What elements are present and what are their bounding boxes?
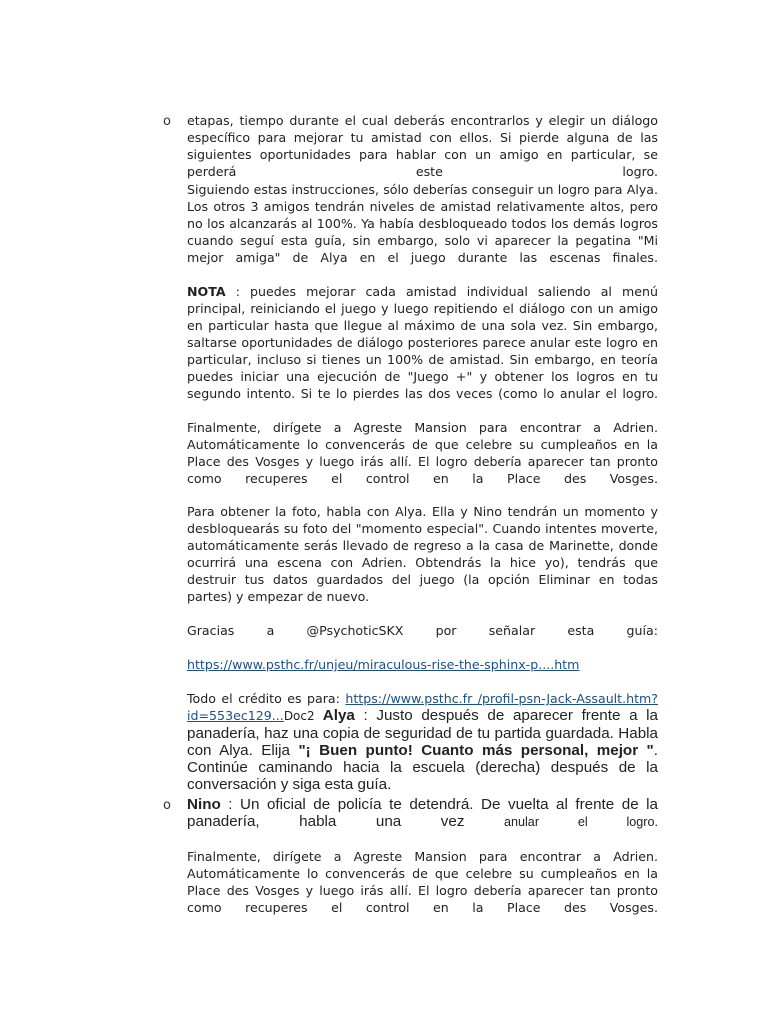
note-text: : puedes mejorar cada amistad individual saliendo al menú principal, reiniciando el juego y luego repitiendo el diálogo con un amigo en particular hasta que llegue al máximo de una sola vez. Sin embargo, saltarse oportunidades de diálogo posteriores parece anular este logro en particular, incluso si tienes un 100% de amistad. Sin embargo, en teoría puedes iniciar una ejecución de "Juego +" y obtener los logros en tu segundo intento. Si te lo pierdes las dos veces (como lo anular el logro.	[187, 284, 658, 401]
credit-link[interactable]: https://www.psthc.fr /profil-psn-Jack-Assault.htm?id=553ec129...	[187, 691, 658, 723]
alya-label: Alya	[322, 707, 355, 724]
paragraph-finally-2: Finalmente, dirígete a Agreste Mansion para encontrar a Adrien. Automáticamente lo convencerás de que celebre su cumpleaños en la Place des Vosges y luego irás allí. El logro debería aparecer tan pronto como recuperes el control en la Place des Vosges.	[187, 849, 658, 915]
alya-text-2: . Continúe caminando hacia la escuela (derecha) después de la conversación y siga esta guía.	[187, 742, 658, 793]
nino-label: Nino	[187, 796, 221, 813]
alya-quote: "¡ Buen punto! Cuanto más personal, mejor "	[298, 742, 654, 759]
paragraph-nino	[187, 796, 658, 831]
paragraph-stages: etapas, tiempo durante el cual deberás encontrarlos y elegir un diálogo específico para mejorar tu amistad con ellos. Si pierde alguna de las siguientes oportunidades para hablar con un amigo en particular, se perderá este logro.	[187, 113, 658, 179]
paragraph-credit	[187, 690, 658, 793]
nino-text: : Un oficial de policía te detendrá. De vuelta al frente de la panadería, habla una vez	[187, 796, 658, 830]
paragraph-note	[187, 283, 658, 402]
list-bullet: o	[163, 114, 171, 129]
note-label: NOTA	[187, 284, 226, 299]
paragraph-thanks: Gracias a @PsychoticSKX por señalar esta guía:	[187, 623, 658, 638]
paragraph-finally-1: Finalmente, dirígete a Agreste Mansion para encontrar a Adrien. Automáticamente lo convencerás de que celebre su cumpleaños en la Place des Vosges y luego irás allí. El logro debería aparecer tan pronto como recuperes el control en la Place des Vosges.	[187, 420, 658, 486]
list-bullet: o	[163, 798, 171, 813]
paragraph-photo: Para obtener la foto, habla con Alya. Ella y Nino tendrán un momento y desbloquearás su foto del "momento especial". Cuando intentes moverte, automáticamente serás llevado de regreso a la casa de Marinette, donde ocurrirá una escena con Adrien. Obtendrás la hice yo), tendrás que destruir tus datos guardados del juego (la opción Eliminar en todas partes) y empezar de nuevo.	[187, 504, 658, 604]
doc2-label: Doc2	[283, 709, 315, 723]
alya-text-1: : Justo después de aparecer frente a la panadería, haz una copia de seguridad de tu partida guardada. Habla con Alya. Elija	[187, 707, 659, 759]
nino-tail: anular el logro.	[504, 815, 658, 829]
guide-link[interactable]: https://www.psthc.fr/unjeu/miraculous-rise-the-sphinx-p....htm	[187, 657, 580, 672]
paragraph-instructions: Siguiendo estas instrucciones, sólo deberías conseguir un logro para Alya. Los otros 3 amigos tendrán niveles de amistad relativamente altos, pero no los alcanzarás al 100%. Ya había desbloqueado todos los demás logros cuando seguí esta guía, sin embargo, solo vi aparecer la pegatina "Mi mejor amiga" de Alya en el juego durante las escenas finales.	[187, 182, 658, 265]
credit-prefix: Todo el crédito es para:	[187, 691, 346, 706]
guide-link-row	[187, 656, 658, 673]
